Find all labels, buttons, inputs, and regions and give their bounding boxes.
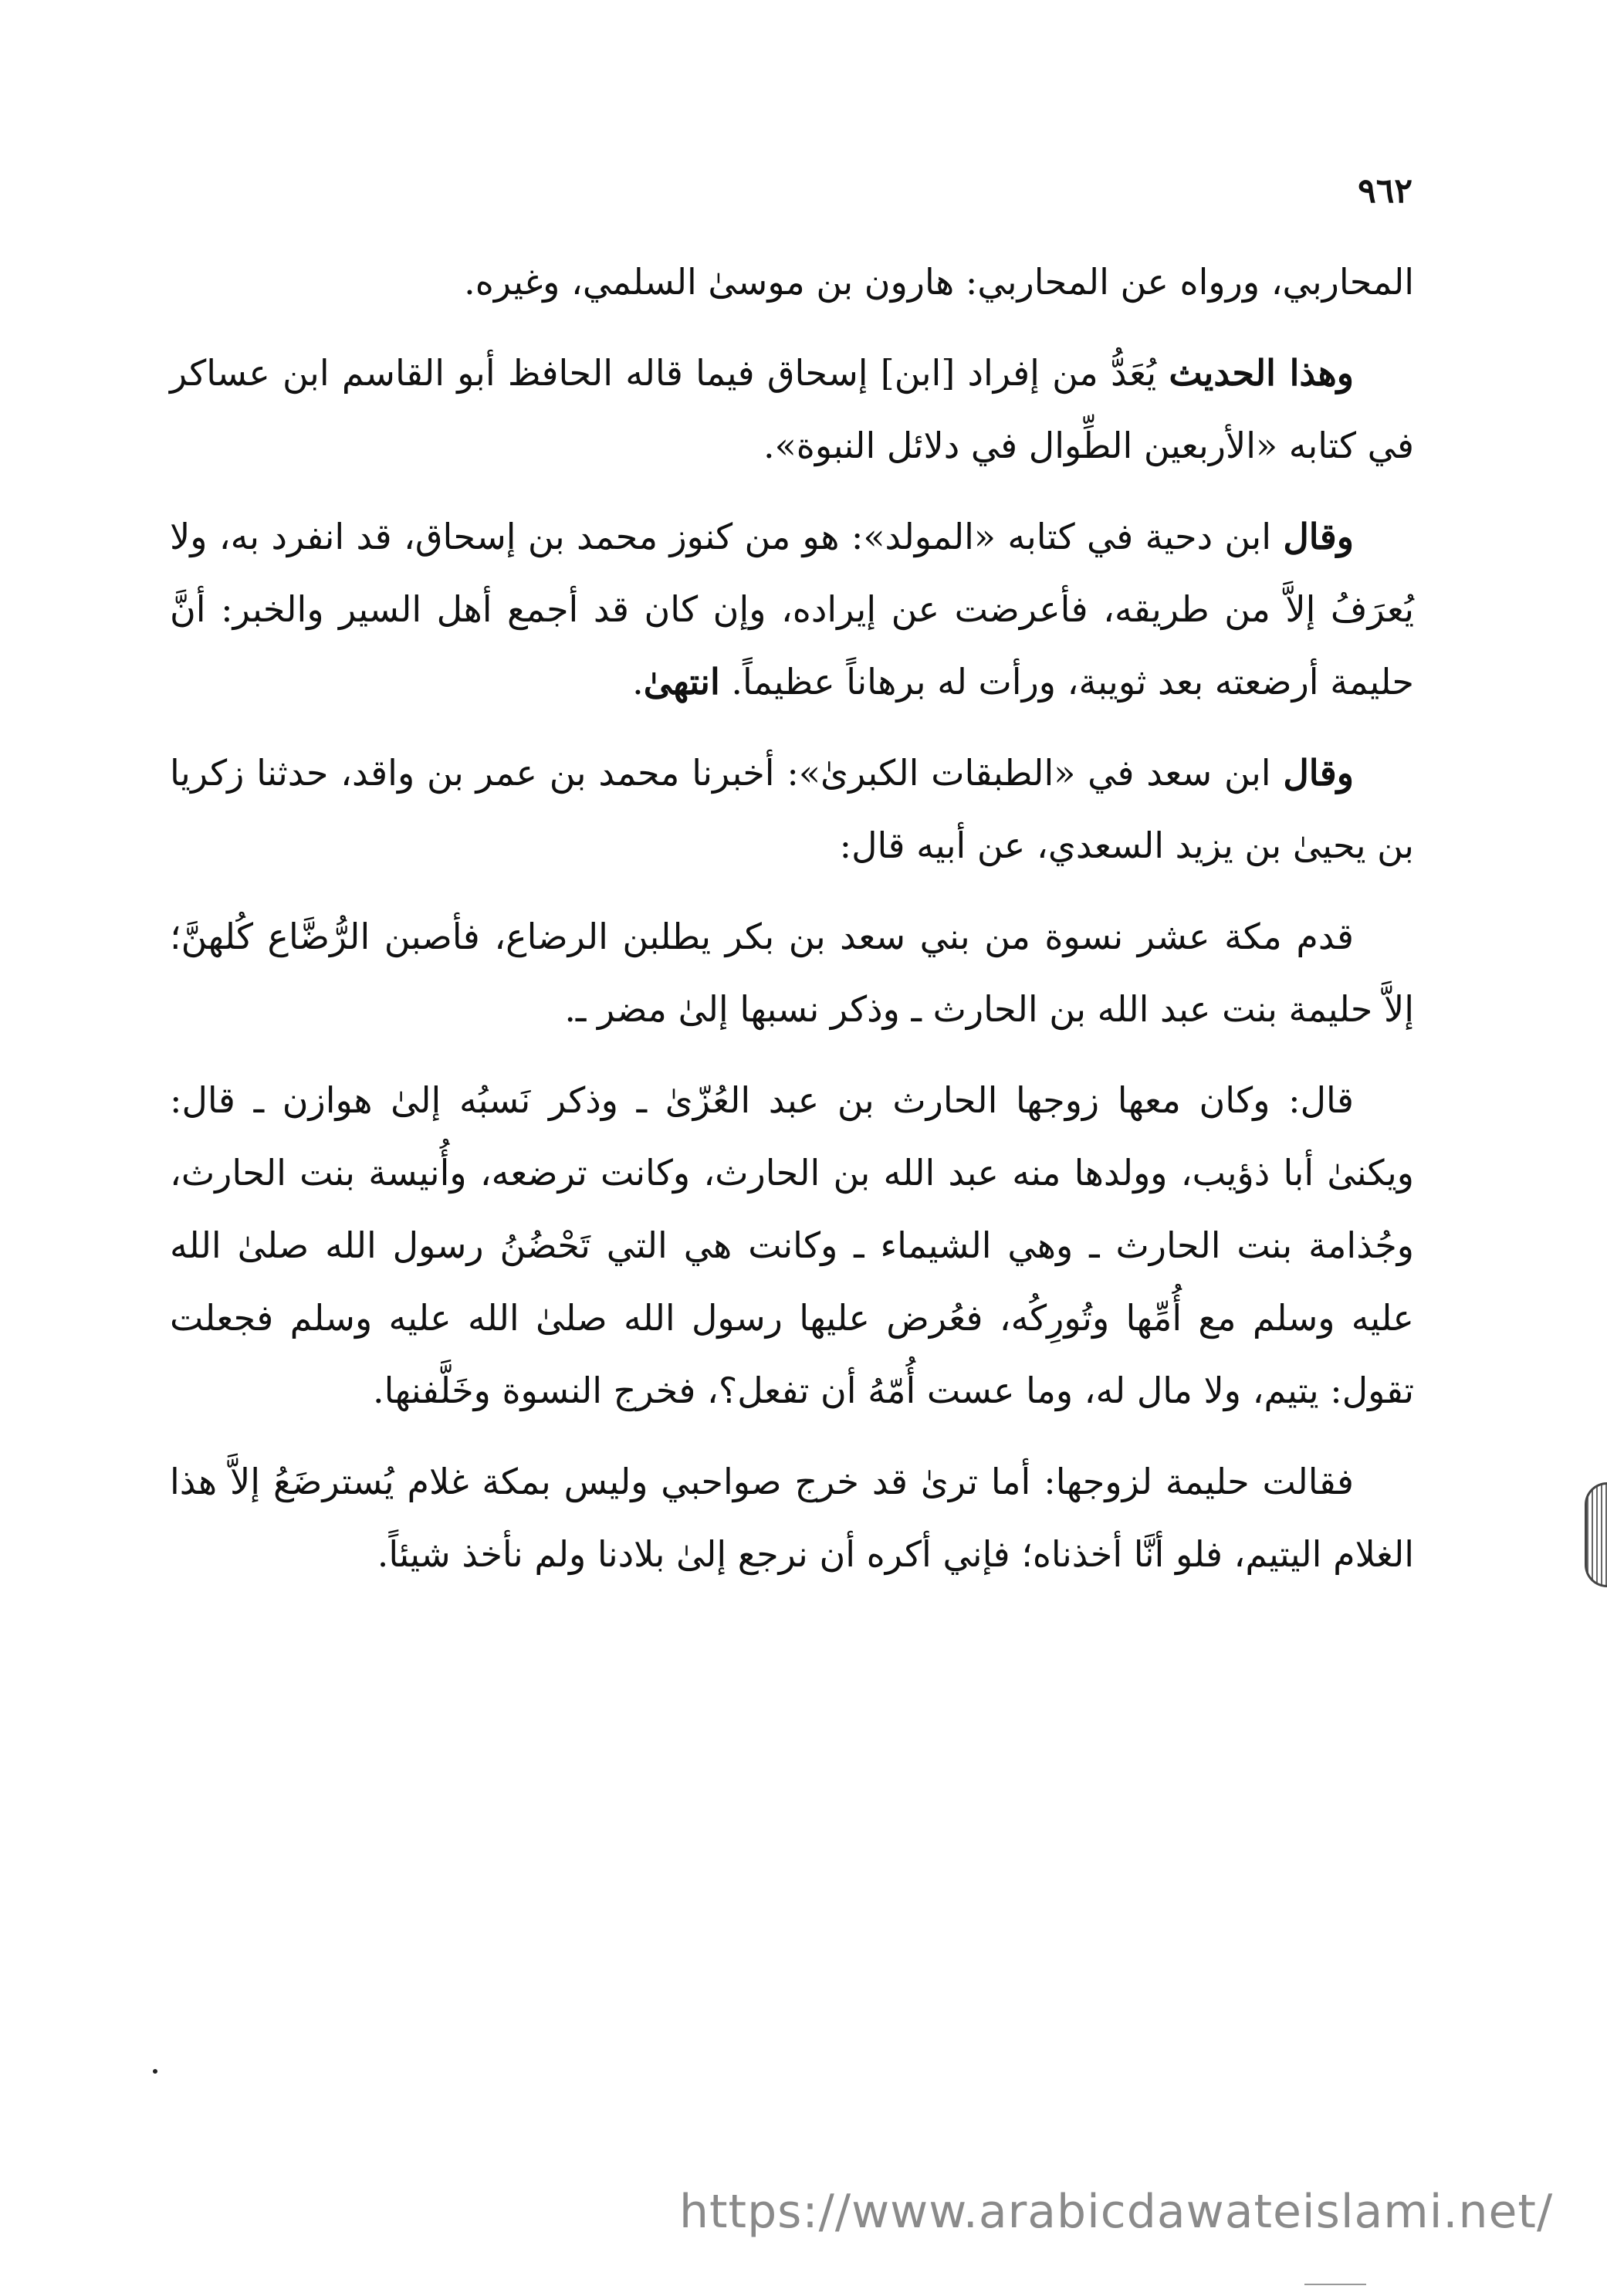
paragraph-6 [170, 1064, 1414, 1427]
paragraph-text: فقالت حليمة لزوجها: أما ترىٰ قد خرج صواحبي وليس بمكة غلام يُسترضَعُ إلاَّ هذا الغلام اليتيم، فلو أنَّا أخذناه؛ فإني أكره أن نرجع إلىٰ بلادنا ولم نأخذ شيئاً. [170, 1461, 1414, 1575]
bold-lead-word: وهذا الحديث [1169, 352, 1354, 394]
bold-lead-word: وقال [1283, 752, 1354, 794]
paragraph-text: ابن دحية في كتابه «المولد»: هو من كنوز محمد بن إسحاق، قد انفرد به، ولا يُعرَفُ إلاَّ من طريقه، فأعرضت عن إيراده، وإن كان قد أجمع أهل السير والخبر: أنَّ حليمة أرضعته بعد ثويبة، ورأت له برهاناً عظيماً. [170, 516, 1414, 703]
paragraph-text-end: . [632, 661, 644, 703]
scan-dot [153, 2069, 157, 2074]
paragraph-text: ابن سعد في «الطبقات الكبرىٰ»: أخبرنا محمد بن عمر بن واقد، حدثنا زكريا بن يحيىٰ بن يزيد السعدي، عن أبيه قال: [170, 752, 1414, 866]
paragraph-4 [170, 737, 1414, 882]
paragraph-text: المحاربي، ورواه عن المحاربي: هارون بن موسىٰ السلمي، وغيره. [464, 261, 1414, 303]
paragraph-text: قال: وكان معها زوجها الحارث بن عبد العُزّىٰ ـ وذكر نَسبُه إلىٰ هوازن ـ قال: ويكنىٰ أبا ذؤيب، وولدها منه عبد الله بن الحارث، وكانت ترضعه، وأُنيسة بنت الحارث، وجُذامة بنت الحارث ـ وهي الشيماء ـ وكانت هي التي تَحْضُنُ رسول الله صلىٰ الله عليه وسلم مع أُمِّها وتُورِكُه، فعُرض عليها رسول الله صلىٰ الله عليه وسلم فجعلت تقول: يتيم، ولا مال له، وما عست أُمّهُ أن تفعل؟، فخرج النسوة وخَلَّفنها. [170, 1079, 1414, 1411]
bottom-rule [1304, 2284, 1366, 2285]
paragraph-2 [170, 337, 1414, 482]
bold-lead-word: وقال [1283, 516, 1354, 557]
paragraph-text: قدم مكة عشر نسوة من بني سعد بن بكر يطلبن الرضاع، فأصبن الرُّضَّاع كُلهنَّ؛ إلاَّ حليمة بنت عبد الله بن الحارث ـ وذكر نسبها إلىٰ مضر ـ. [170, 916, 1414, 1030]
scan-edge-mark [1585, 1482, 1607, 1587]
paragraph-3 [170, 500, 1414, 718]
paragraph-7 [170, 1445, 1414, 1590]
paragraph-text: يُعَدُّ من إفراد [ابن] إسحاق فيما قاله الحافظ أبو القاسم ابن عساكر في كتابه «الأربعين الطِّوال في دلائل النبوة». [170, 352, 1414, 466]
paragraph-1 [170, 246, 1414, 318]
page-number: ٩٦٢ [1358, 171, 1412, 211]
paragraph-5 [170, 900, 1414, 1045]
document-body [170, 246, 1414, 1609]
watermark-url: https://www.arabicdawateislami.net/ [679, 2185, 1554, 2239]
bold-closing-word: انتهىٰ [643, 661, 720, 703]
